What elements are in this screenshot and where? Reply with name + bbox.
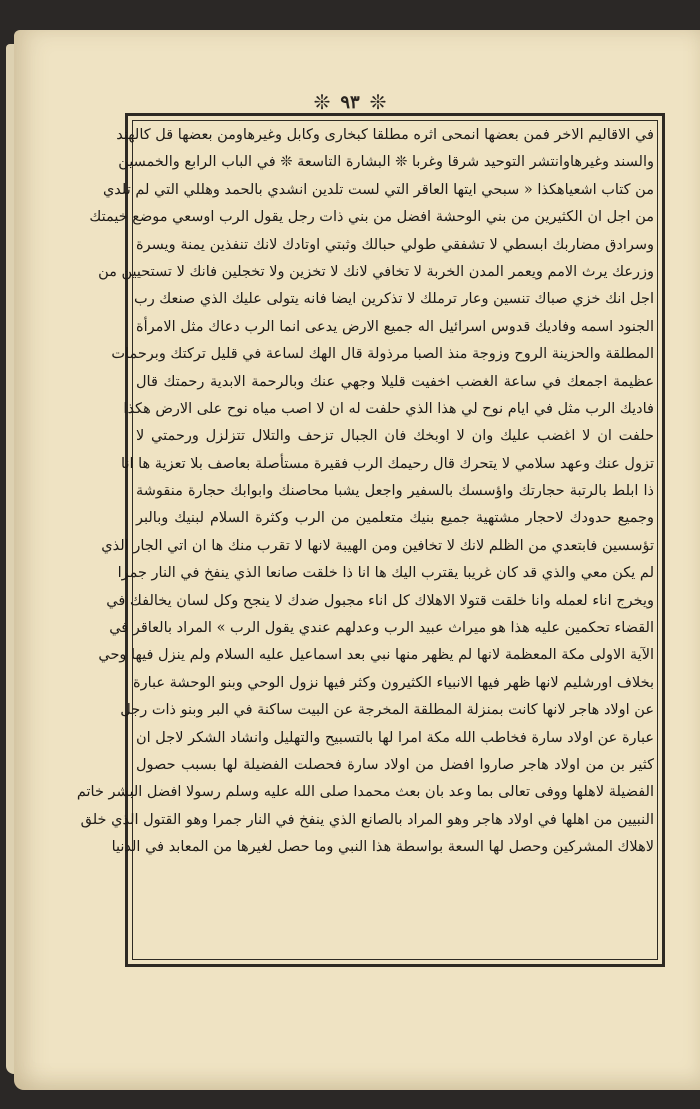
- body-text: [76, 122, 658, 960]
- page-number: ٩٣: [340, 91, 360, 113]
- text-line: القضاء تحكمين عليه هذا هو ميراث عبيد الرب وعدلهم عندي يقول الرب » المراد بالعاقر في: [109, 620, 654, 637]
- text-line: من كتاب اشعياهكذا « سبحي ايتها العاقر التي لست تلدين انشدي بالحمد وهللي التي لم تلدي: [102, 181, 654, 198]
- ornament-icon: ❊: [369, 90, 387, 114]
- text-line: عبارة عن اولاد سارة فخاطب الله مكة امرا لها بالتسبيح والتهليل وانشاد الشكر لاجل ان: [136, 729, 654, 746]
- text-line: فاديك الرب مثل في ايام نوح لي هذا الذي حلفت له ان لا اصب مياه نوح على الارض هكذا: [123, 400, 654, 417]
- text-line: لم يكن معي والذي قد كان غريبا يقترب اليك ها انا ذا خلقت صانعا الذي ينفخ في النار جمرا: [117, 565, 654, 582]
- text-line: الآية الاولى مكة المعظمة لانها لم يظهر منها نبي بعد اسماعيل عليه السلام ولم ينزل فيها وحي: [98, 647, 654, 664]
- text-line: عظيمة اجمعك في ساعة الغضب اخفيت قليلا وجهي عنك وبالرحمة الابدية رحمتك قال: [136, 373, 654, 390]
- text-line: المطلقة والحزينة الروح وزوجة منذ الصبا مرذولة قال الهك لساعة في قليل تركتك وبرحمات: [111, 346, 654, 363]
- text-line: الجنود اسمه وفاديك قدوس اسرائيل اله جميع الارض يدعى انما الرب دعاك مثل الامرأة: [136, 318, 654, 335]
- text-line: ويخرج اناء لعمله وانا خلقت قتولا الاهلاك كل اناء مجبول ضدك لا ينجح وكل لسان يخالفك في: [106, 592, 654, 609]
- text-line: اجل انك خزي صباك تنسين وعار ترملك لا تذكرين ايضا فانه يتولى عليك الذي صنعك رب: [134, 291, 654, 308]
- text-line: تؤسسين فابتعدي من الظلم لانك لا تخافين ومن الهيبة لانها لا تقرب منك ها ان اتي الجار الذي: [101, 537, 654, 554]
- text-line: الفضيلة لاهلها ووفى تعالى بما وعد بان بعث محمدا صلى الله عليه وسلم رسولا افضل البشر خاتم: [76, 784, 654, 801]
- text-line: النبيين من اهلها في اولاد هاجر وهو المراد بالصانع الذي ينفخ في النار جمرا وهو القتول الذي خلق: [80, 811, 654, 828]
- text-line: والسند وغيرهاوانتشر التوحيد شرقا وغربا ❊ البشارة التاسعة ❊ في الباب الرابع والخمسين: [118, 154, 654, 171]
- text-line: تزول عنك وعهد سلامي لا يتحرك قال رحيمك الرب فقيرة مستأصلة بعاصف بلا تعزية ها انا: [121, 455, 654, 472]
- text-line: لاهلاك المشركين وحصل لها السعة بواسطة هذا النبي وما حصل لغيرها من المعابد في الدنيا: [111, 839, 654, 856]
- text-line: حلفت ان لا اغضب عليك وان لا اوبخك فان الجبال تزحف والتلال تتزلزل ورحمتي لا: [136, 428, 654, 445]
- text-line: ذا ابلط بالرتبة حجارتك واؤسسك بالسفير واجعل يشبا محاصنك وابوابك حجارة منقوشة: [136, 483, 654, 500]
- text-line: وجميع حدودك لاحجار مشتهية جميع بنيك متعلمين من الرب وكثرة السلام لبنيك وبالبر: [136, 510, 654, 527]
- text-line: بخلاف اورشليم لانها ظهر فيها الانبياء الكثيرون وكثر فيها نزول الوحي وبنو الوحشة عبارة: [132, 674, 654, 691]
- text-line: كثير بن من اولاد هاجر صاروا افضل من اولاد سارة فحصلت الفضيلة لها بسبب حصول: [136, 756, 654, 773]
- text-line: وسرادق مضاربك ابسطي لا تشفقي طولي حبالك وثبتي اوتادك لانك تنفذين يمنة ويسرة: [136, 236, 654, 253]
- text-line: من اجل ان الكثيرين من بني الوحشة افضل من بني ذات رجل يقول الرب اوسعي موضع خيمتك: [89, 209, 654, 226]
- ornament-icon: ❊: [313, 90, 331, 114]
- page-header: [0, 88, 700, 116]
- text-line: عن اولاد هاجر لانها كانت بمنزلة المطلقة المخرجة عن البيت ساكنة في البر وبنو ذات رجل: [120, 702, 654, 719]
- text-line: في الاقاليم الاخر فمن بعضها انمحى اثره مطلقا كبخارى وكابل وغيرهاومن بعضها قل كالهند: [116, 127, 654, 143]
- text-line: وزرعك يرث الامم ويعمر المدن الخربة لا تخافي لانك لا تخزين ولا تخجلين فانك لا تستحيين من: [98, 263, 654, 280]
